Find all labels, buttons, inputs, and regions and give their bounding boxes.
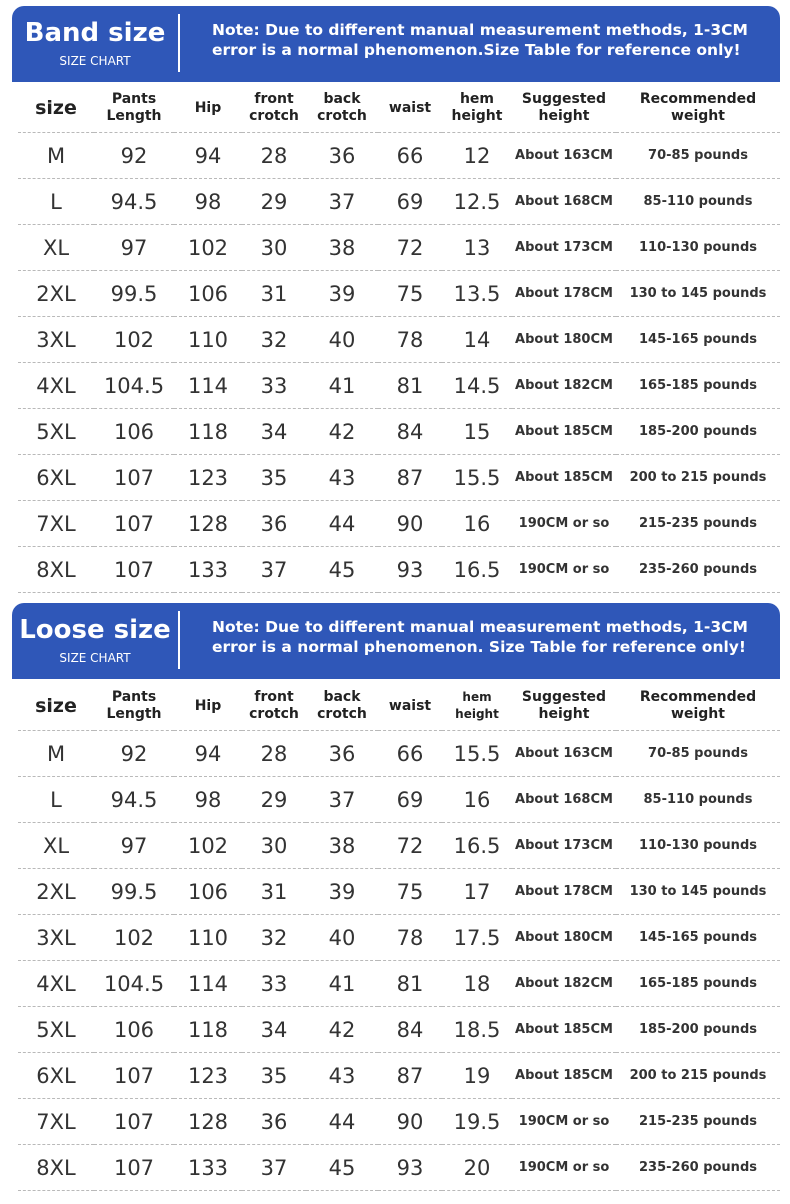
header-size: size <box>18 84 94 133</box>
header-hem-height: hem height <box>442 682 512 731</box>
header-recommended-weight: Recommended weight <box>616 682 780 731</box>
hip-cell: 102 <box>174 823 242 869</box>
back-crotch-cell: 36 <box>306 133 378 179</box>
suggested-height-cell: 190CM or so <box>512 1145 616 1191</box>
size-cell: 8XL <box>18 1145 94 1191</box>
recommended-weight-cell: 235-260 pounds <box>616 1145 780 1191</box>
recommended-weight-cell: 110-130 pounds <box>616 225 780 271</box>
back-crotch-cell: 39 <box>306 869 378 915</box>
table-row <box>18 363 780 409</box>
pants-length-cell: 94.5 <box>94 179 174 225</box>
front-crotch-cell: 32 <box>242 317 306 363</box>
suggested-height-cell: About 185CM <box>512 409 616 455</box>
hip-cell: 98 <box>174 179 242 225</box>
recommended-weight-cell: 85-110 pounds <box>616 777 780 823</box>
suggested-height-cell: About 185CM <box>512 1007 616 1053</box>
header-suggested-height: Suggested height <box>512 84 616 133</box>
front-crotch-cell: 36 <box>242 501 306 547</box>
hip-cell: 123 <box>174 455 242 501</box>
table-header-row <box>18 84 780 133</box>
recommended-weight-cell: 215-235 pounds <box>616 1099 780 1145</box>
hip-cell: 94 <box>174 133 242 179</box>
back-crotch-cell: 40 <box>306 915 378 961</box>
back-crotch-cell: 43 <box>306 455 378 501</box>
note-line-1: Note: Due to different manual measurement methods, 1-3CM <box>212 618 748 636</box>
front-crotch-cell: 33 <box>242 961 306 1007</box>
pants-length-cell: 106 <box>94 409 174 455</box>
suggested-height-cell: About 182CM <box>512 961 616 1007</box>
suggested-height-cell: About 173CM <box>512 823 616 869</box>
section-title: Band size <box>24 18 166 48</box>
recommended-weight-cell: 110-130 pounds <box>616 823 780 869</box>
front-crotch-cell: 33 <box>242 363 306 409</box>
hip-cell: 102 <box>174 225 242 271</box>
hem-height-cell: 15.5 <box>442 731 512 777</box>
suggested-height-cell: About 182CM <box>512 363 616 409</box>
front-crotch-cell: 34 <box>242 409 306 455</box>
size-cell: 4XL <box>18 961 94 1007</box>
suggested-height-cell: About 178CM <box>512 869 616 915</box>
suggested-height-cell: 190CM or so <box>512 501 616 547</box>
waist-cell: 78 <box>378 317 442 363</box>
header-hip: Hip <box>174 84 242 133</box>
recommended-weight-cell: 185-200 pounds <box>616 1007 780 1053</box>
table-row <box>18 1099 780 1145</box>
pants-length-cell: 107 <box>94 547 174 593</box>
table-row <box>18 1007 780 1053</box>
front-crotch-cell: 30 <box>242 823 306 869</box>
pants-length-cell: 107 <box>94 1099 174 1145</box>
suggested-height-cell: 190CM or so <box>512 547 616 593</box>
waist-cell: 87 <box>378 455 442 501</box>
pants-length-cell: 94.5 <box>94 777 174 823</box>
pants-length-cell: 107 <box>94 455 174 501</box>
size-cell: M <box>18 731 94 777</box>
table-row <box>18 225 780 271</box>
size-cell: 2XL <box>18 271 94 317</box>
size-cell: 7XL <box>18 501 94 547</box>
hip-cell: 106 <box>174 271 242 317</box>
table-row <box>18 409 780 455</box>
header-pants-length: Pants Length <box>94 682 174 731</box>
table-row <box>18 961 780 1007</box>
recommended-weight-cell: 215-235 pounds <box>616 501 780 547</box>
pants-length-cell: 97 <box>94 823 174 869</box>
pants-length-cell: 102 <box>94 317 174 363</box>
header-back-crotch: back crotch <box>306 682 378 731</box>
back-crotch-cell: 38 <box>306 225 378 271</box>
hip-cell: 110 <box>174 915 242 961</box>
band-size-table <box>18 84 780 593</box>
waist-cell: 84 <box>378 409 442 455</box>
recommended-weight-cell: 165-185 pounds <box>616 363 780 409</box>
section-subtitle: SIZE CHART <box>59 651 131 665</box>
table-row <box>18 271 780 317</box>
hem-height-cell: 13 <box>442 225 512 271</box>
hip-cell: 98 <box>174 777 242 823</box>
table-row <box>18 1145 780 1191</box>
loose-size-banner <box>12 603 780 679</box>
pants-length-cell: 92 <box>94 133 174 179</box>
waist-cell: 84 <box>378 1007 442 1053</box>
loose-size-table <box>18 682 780 1191</box>
table-row <box>18 547 780 593</box>
header-back-crotch: back crotch <box>306 84 378 133</box>
waist-cell: 93 <box>378 547 442 593</box>
hem-height-cell: 20 <box>442 1145 512 1191</box>
back-crotch-cell: 44 <box>306 501 378 547</box>
hip-cell: 106 <box>174 869 242 915</box>
recommended-weight-cell: 130 to 145 pounds <box>616 869 780 915</box>
hem-height-cell: 19.5 <box>442 1099 512 1145</box>
suggested-height-cell: About 185CM <box>512 455 616 501</box>
back-crotch-cell: 38 <box>306 823 378 869</box>
front-crotch-cell: 37 <box>242 1145 306 1191</box>
pants-length-cell: 104.5 <box>94 961 174 1007</box>
size-cell: 5XL <box>18 1007 94 1053</box>
table-row <box>18 1053 780 1099</box>
front-crotch-cell: 35 <box>242 1053 306 1099</box>
front-crotch-cell: 34 <box>242 1007 306 1053</box>
band-size-banner <box>12 6 780 82</box>
size-cell: 6XL <box>18 1053 94 1099</box>
back-crotch-cell: 41 <box>306 363 378 409</box>
table-row <box>18 455 780 501</box>
measurement-note <box>212 20 772 60</box>
recommended-weight-cell: 130 to 145 pounds <box>616 271 780 317</box>
recommended-weight-cell: 85-110 pounds <box>616 179 780 225</box>
pants-length-cell: 107 <box>94 1053 174 1099</box>
hem-height-cell: 16.5 <box>442 823 512 869</box>
hem-height-cell: 12.5 <box>442 179 512 225</box>
header-size: size <box>18 682 94 731</box>
hem-height-cell: 16 <box>442 777 512 823</box>
size-cell: 6XL <box>18 455 94 501</box>
hem-height-cell: 16 <box>442 501 512 547</box>
suggested-height-cell: About 163CM <box>512 133 616 179</box>
waist-cell: 72 <box>378 823 442 869</box>
suggested-height-cell: About 185CM <box>512 1053 616 1099</box>
waist-cell: 66 <box>378 731 442 777</box>
waist-cell: 72 <box>378 225 442 271</box>
hip-cell: 128 <box>174 501 242 547</box>
section-title: Loose size <box>19 615 171 645</box>
hem-height-cell: 19 <box>442 1053 512 1099</box>
table-row <box>18 317 780 363</box>
back-crotch-cell: 41 <box>306 961 378 1007</box>
back-crotch-cell: 44 <box>306 1099 378 1145</box>
size-cell: L <box>18 179 94 225</box>
back-crotch-cell: 43 <box>306 1053 378 1099</box>
back-crotch-cell: 42 <box>306 409 378 455</box>
pants-length-cell: 104.5 <box>94 363 174 409</box>
front-crotch-cell: 31 <box>242 271 306 317</box>
recommended-weight-cell: 235-260 pounds <box>616 547 780 593</box>
pants-length-cell: 99.5 <box>94 869 174 915</box>
banner-divider <box>178 611 180 669</box>
back-crotch-cell: 40 <box>306 317 378 363</box>
recommended-weight-cell: 70-85 pounds <box>616 133 780 179</box>
front-crotch-cell: 29 <box>242 179 306 225</box>
table-header-row <box>18 682 780 731</box>
table-row <box>18 869 780 915</box>
header-front-crotch: front crotch <box>242 682 306 731</box>
header-recommended-weight: Recommended weight <box>616 84 780 133</box>
front-crotch-cell: 36 <box>242 1099 306 1145</box>
table-row <box>18 501 780 547</box>
waist-cell: 75 <box>378 869 442 915</box>
suggested-height-cell: About 180CM <box>512 317 616 363</box>
size-cell: XL <box>18 225 94 271</box>
front-crotch-cell: 32 <box>242 915 306 961</box>
hem-height-cell: 17 <box>442 869 512 915</box>
hip-cell: 133 <box>174 1145 242 1191</box>
suggested-height-cell: 190CM or so <box>512 1099 616 1145</box>
waist-cell: 87 <box>378 1053 442 1099</box>
size-cell: L <box>18 777 94 823</box>
hem-height-cell: 13.5 <box>442 271 512 317</box>
size-cell: 8XL <box>18 547 94 593</box>
header-pants-length: Pants Length <box>94 84 174 133</box>
pants-length-cell: 92 <box>94 731 174 777</box>
front-crotch-cell: 30 <box>242 225 306 271</box>
header-front-crotch: front crotch <box>242 84 306 133</box>
recommended-weight-cell: 200 to 215 pounds <box>616 455 780 501</box>
header-waist: waist <box>378 84 442 133</box>
table-row <box>18 133 780 179</box>
waist-cell: 66 <box>378 133 442 179</box>
recommended-weight-cell: 165-185 pounds <box>616 961 780 1007</box>
note-line-1: Note: Due to different manual measurement methods, 1-3CM <box>212 21 748 39</box>
size-cell: 3XL <box>18 915 94 961</box>
waist-cell: 90 <box>378 1099 442 1145</box>
suggested-height-cell: About 178CM <box>512 271 616 317</box>
waist-cell: 93 <box>378 1145 442 1191</box>
header-waist: waist <box>378 682 442 731</box>
hem-height-cell: 15 <box>442 409 512 455</box>
note-line-2: error is a normal phenomenon. Size Table for reference only! <box>212 638 746 656</box>
hem-height-cell: 16.5 <box>442 547 512 593</box>
table-row <box>18 823 780 869</box>
size-cell: 2XL <box>18 869 94 915</box>
pants-length-cell: 97 <box>94 225 174 271</box>
hip-cell: 118 <box>174 409 242 455</box>
hem-height-cell: 18 <box>442 961 512 1007</box>
hem-height-cell: 14.5 <box>442 363 512 409</box>
suggested-height-cell: About 168CM <box>512 179 616 225</box>
recommended-weight-cell: 145-165 pounds <box>616 317 780 363</box>
recommended-weight-cell: 70-85 pounds <box>616 731 780 777</box>
table-row <box>18 731 780 777</box>
size-cell: 5XL <box>18 409 94 455</box>
pants-length-cell: 107 <box>94 1145 174 1191</box>
suggested-height-cell: About 180CM <box>512 915 616 961</box>
waist-cell: 90 <box>378 501 442 547</box>
waist-cell: 81 <box>378 961 442 1007</box>
size-cell: XL <box>18 823 94 869</box>
size-cell: 7XL <box>18 1099 94 1145</box>
note-line-2: error is a normal phenomenon.Size Table for reference only! <box>212 41 741 59</box>
waist-cell: 81 <box>378 363 442 409</box>
hem-height-cell: 15.5 <box>442 455 512 501</box>
back-crotch-cell: 39 <box>306 271 378 317</box>
header-hip: Hip <box>174 682 242 731</box>
pants-length-cell: 107 <box>94 501 174 547</box>
recommended-weight-cell: 200 to 215 pounds <box>616 1053 780 1099</box>
hip-cell: 94 <box>174 731 242 777</box>
hem-height-cell: 17.5 <box>442 915 512 961</box>
hip-cell: 114 <box>174 363 242 409</box>
suggested-height-cell: About 163CM <box>512 731 616 777</box>
back-crotch-cell: 37 <box>306 179 378 225</box>
back-crotch-cell: 42 <box>306 1007 378 1053</box>
hip-cell: 123 <box>174 1053 242 1099</box>
waist-cell: 69 <box>378 179 442 225</box>
hip-cell: 118 <box>174 1007 242 1053</box>
back-crotch-cell: 37 <box>306 777 378 823</box>
back-crotch-cell: 45 <box>306 547 378 593</box>
recommended-weight-cell: 185-200 pounds <box>616 409 780 455</box>
front-crotch-cell: 28 <box>242 133 306 179</box>
header-hem-height: hem height <box>442 84 512 133</box>
table-row <box>18 915 780 961</box>
table-row <box>18 179 780 225</box>
hip-cell: 110 <box>174 317 242 363</box>
waist-cell: 75 <box>378 271 442 317</box>
suggested-height-cell: About 173CM <box>512 225 616 271</box>
pants-length-cell: 102 <box>94 915 174 961</box>
recommended-weight-cell: 145-165 pounds <box>616 915 780 961</box>
front-crotch-cell: 31 <box>242 869 306 915</box>
front-crotch-cell: 37 <box>242 547 306 593</box>
banner-divider <box>178 14 180 72</box>
front-crotch-cell: 29 <box>242 777 306 823</box>
table-row <box>18 777 780 823</box>
hem-height-cell: 12 <box>442 133 512 179</box>
pants-length-cell: 106 <box>94 1007 174 1053</box>
front-crotch-cell: 28 <box>242 731 306 777</box>
size-cell: M <box>18 133 94 179</box>
hem-height-cell: 18.5 <box>442 1007 512 1053</box>
header-suggested-height: Suggested height <box>512 682 616 731</box>
hem-height-cell: 14 <box>442 317 512 363</box>
section-subtitle: SIZE CHART <box>59 54 131 68</box>
hip-cell: 114 <box>174 961 242 1007</box>
suggested-height-cell: About 168CM <box>512 777 616 823</box>
hip-cell: 133 <box>174 547 242 593</box>
front-crotch-cell: 35 <box>242 455 306 501</box>
measurement-note <box>212 617 772 657</box>
waist-cell: 78 <box>378 915 442 961</box>
back-crotch-cell: 45 <box>306 1145 378 1191</box>
pants-length-cell: 99.5 <box>94 271 174 317</box>
back-crotch-cell: 36 <box>306 731 378 777</box>
waist-cell: 69 <box>378 777 442 823</box>
hip-cell: 128 <box>174 1099 242 1145</box>
size-cell: 3XL <box>18 317 94 363</box>
size-cell: 4XL <box>18 363 94 409</box>
